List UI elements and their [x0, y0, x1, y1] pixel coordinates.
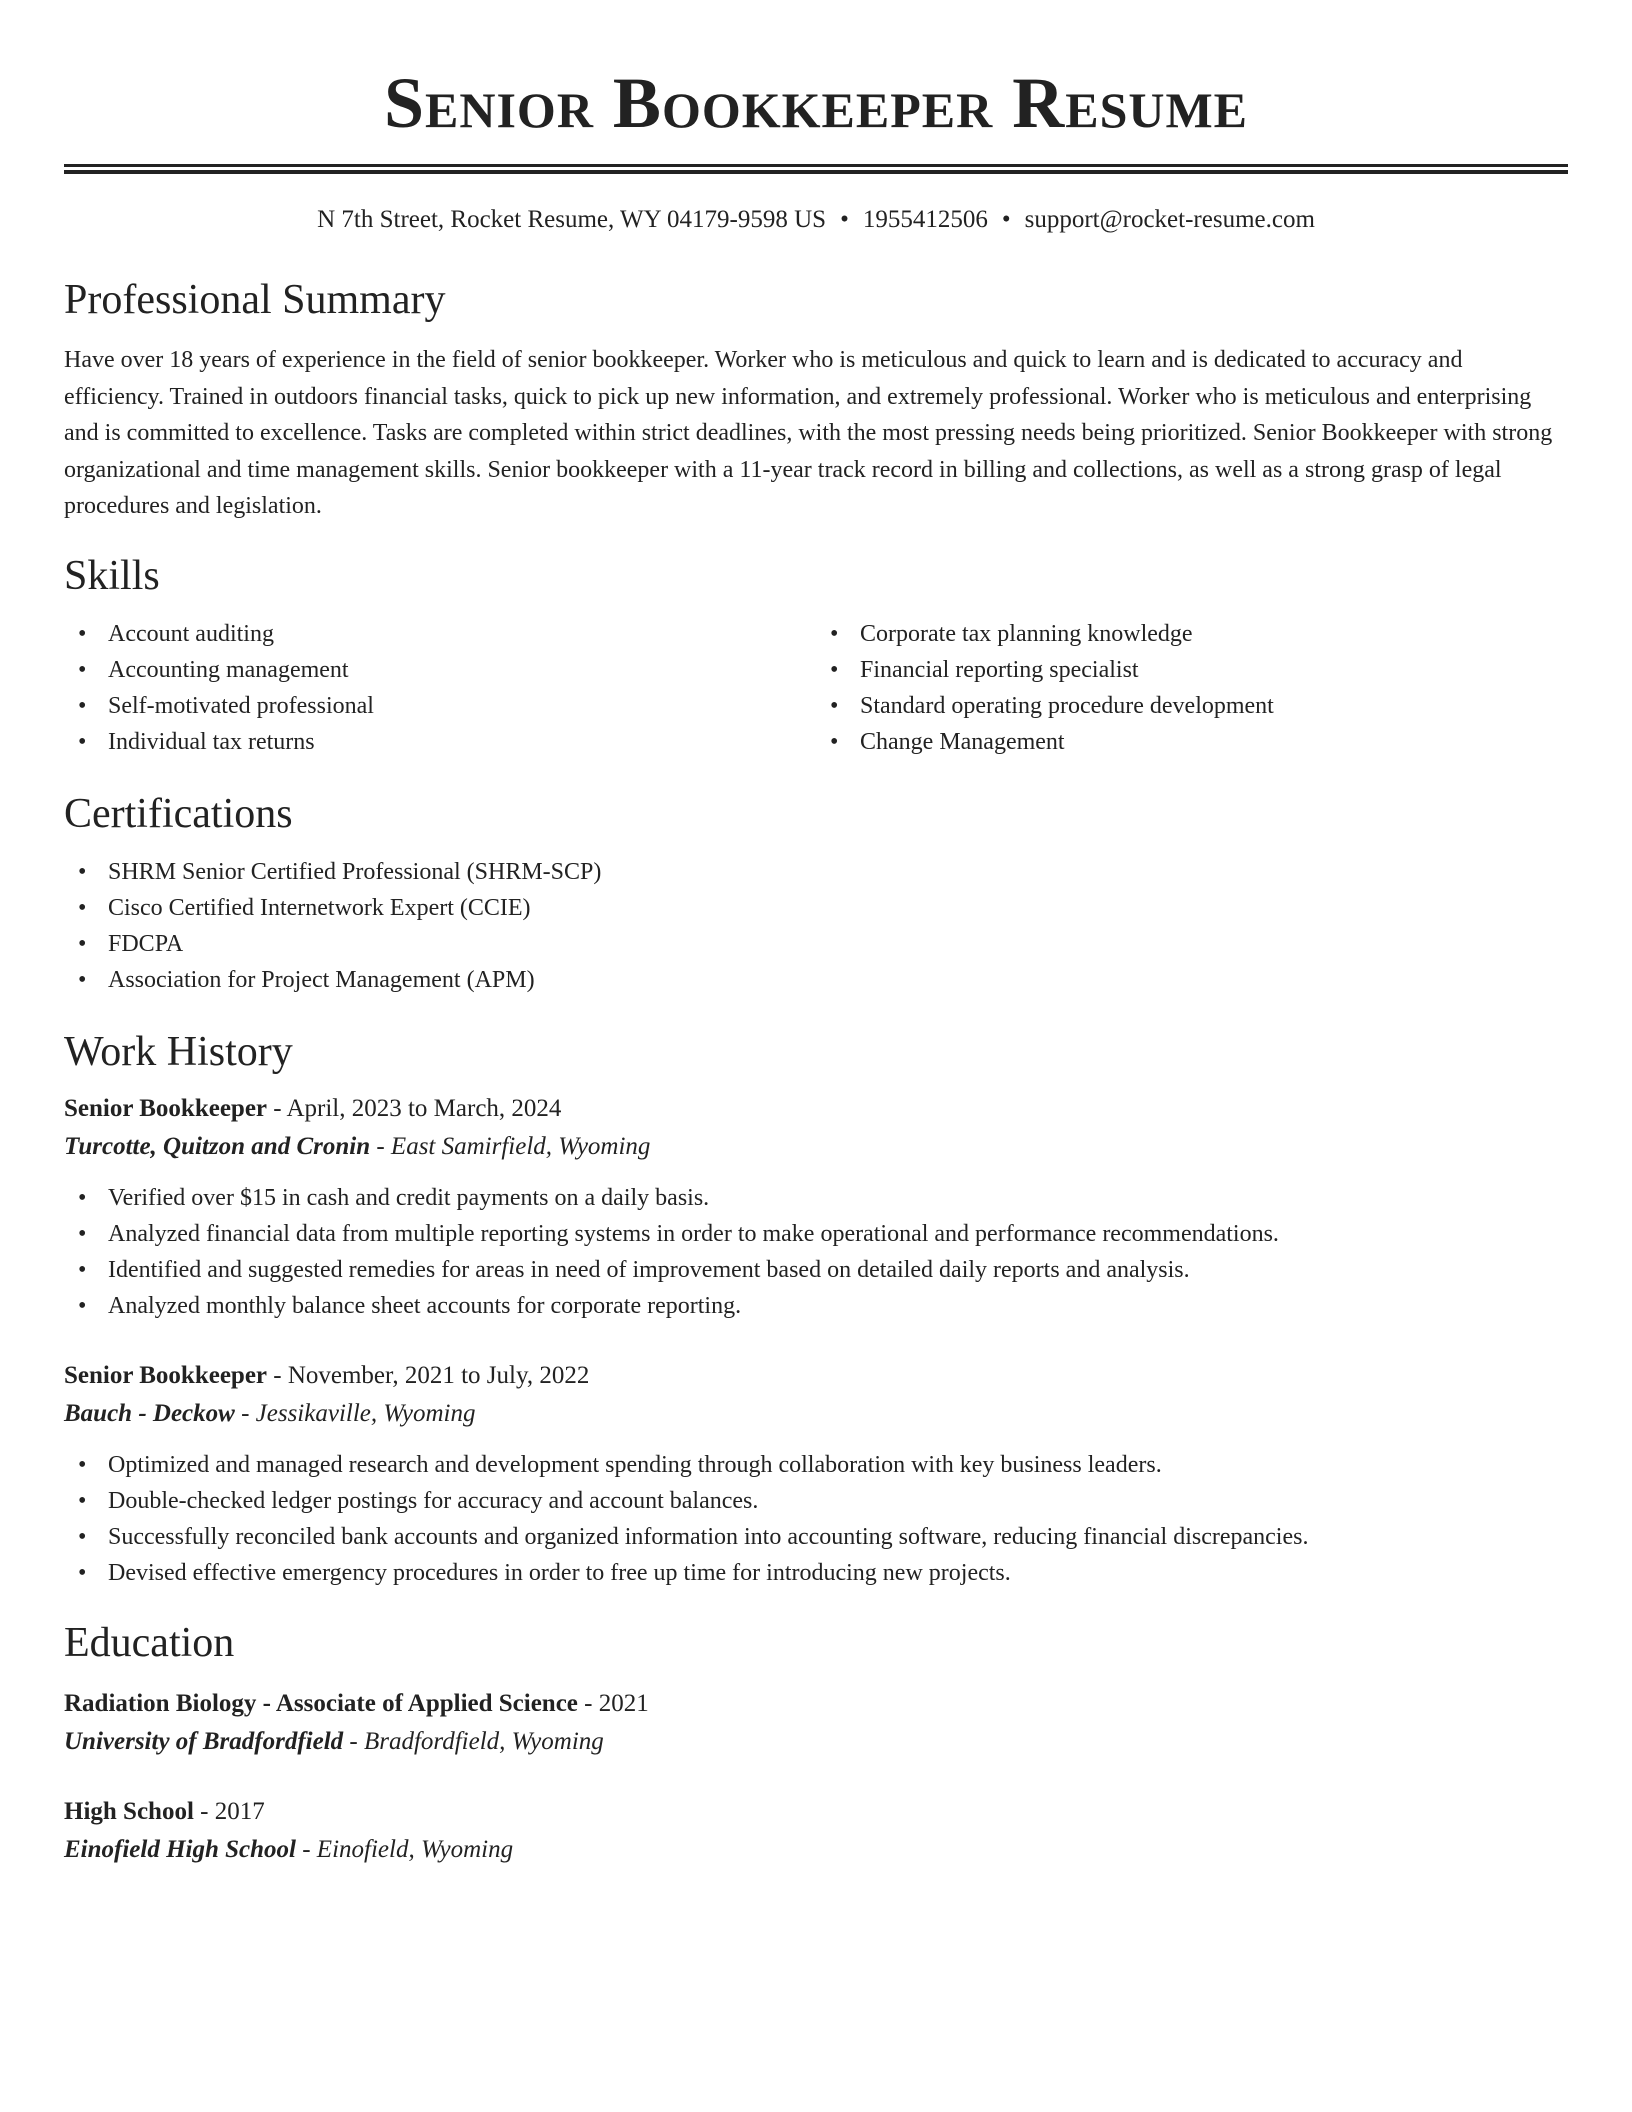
job-header: [64, 1357, 1568, 1395]
job-employer: [64, 1128, 1568, 1166]
job-duties-list: [64, 1180, 1568, 1324]
resume-title: Senior Bookkeeper Resume: [383, 63, 1249, 143]
skills-list-right: [816, 616, 1568, 760]
job-duty-item: • Double-checked ledger postings for accuracy and account balances.: [64, 1483, 1568, 1519]
job-duty-item: • Analyzed financial data from multiple reporting systems in order to make operational and performance recommendations.: [64, 1216, 1568, 1252]
education-header: [64, 1793, 1568, 1831]
certification-item: • Association for Project Management (APM): [64, 962, 1568, 998]
education-degree: High School: [64, 1797, 194, 1825]
skill-item: • Financial reporting specialist: [816, 652, 1568, 688]
job-title: Senior Bookkeeper: [64, 1094, 268, 1122]
job-dates: - November, 2021 to July, 2022: [267, 1361, 590, 1389]
job-company: Turcotte, Quitzon and Cronin: [64, 1132, 371, 1160]
skill-item: • Self-motivated professional: [64, 688, 816, 724]
certification-item: • Cisco Certified Internetwork Expert (CCIE): [64, 890, 1568, 926]
skills-list-left: [64, 616, 816, 760]
skill-item: • Accounting management: [64, 652, 816, 688]
skill-item: • Account auditing: [64, 616, 816, 652]
job-duty-item: • Successfully reconciled bank accounts and organized information into accounting software, reducing financial discrepancies.: [64, 1519, 1568, 1555]
job-duty-item: • Verified over $15 in cash and credit payments on a daily basis.: [64, 1180, 1568, 1216]
certification-item: • SHRM Senior Certified Professional (SHRM-SCP): [64, 854, 1568, 890]
skill-item: • Individual tax returns: [64, 724, 816, 760]
certifications-heading: Certifications: [64, 790, 293, 837]
job-duty-item: • Optimized and managed research and development spending through collaboration with key business leaders.: [64, 1447, 1568, 1483]
job-dates: - April, 2023 to March, 2024: [267, 1094, 562, 1122]
contact-separator: •: [840, 206, 849, 233]
job-title: Senior Bookkeeper: [64, 1361, 268, 1389]
job-duty-item: • Devised effective emergency procedures in order to free up time for introducing new projects.: [64, 1555, 1568, 1591]
summary-text: Have over 18 years of experience in the field of senior bookkeeper. Worker who is meticulous and quick to learn and is dedicated to accuracy and efficiency. Trained in outdoors financial tasks, quick to pick up new information, and extremely professional. Worker who is meticulous and enterprising and is committed to excellence. Tasks are completed within strict deadlines, with the most pressing needs being prioritized. Senior Bookkeeper with strong organizational and time management skills. Senior bookkeeper with a 11-year track record in billing and collections, as well as a strong grasp of legal procedures and legislation.: [64, 347, 1553, 519]
education-institution: [64, 1723, 1568, 1761]
job-location: - East Samirfield, Wyoming: [370, 1132, 651, 1160]
summary-heading: Professional Summary: [64, 277, 446, 323]
job-duties-list: [64, 1447, 1568, 1591]
education-location: - Einofield, Wyoming: [295, 1835, 514, 1863]
skill-item: • Change Management: [816, 724, 1568, 760]
skills-grid: [64, 616, 1568, 760]
education-institution: [64, 1831, 1568, 1869]
contact-phone: 1955412506: [862, 206, 988, 233]
contact-email: support@rocket-resume.com: [1024, 206, 1315, 233]
skill-item: • Standard operating procedure development: [816, 688, 1568, 724]
education-degree: Radiation Biology - Associate of Applied Science: [64, 1689, 578, 1717]
skills-heading: Skills: [64, 552, 160, 599]
job-company: Bauch - Deckow: [64, 1399, 235, 1427]
title-divider: [64, 164, 1568, 174]
job-location: - Jessikaville, Wyoming: [234, 1399, 476, 1427]
education-year: - 2021: [577, 1689, 649, 1717]
education-header: [64, 1685, 1568, 1723]
contact-line: [64, 204, 1568, 236]
skills-column-right: [816, 616, 1568, 760]
job-header: [64, 1090, 1568, 1128]
work-history-heading: Work History: [64, 1028, 293, 1075]
contact-address: N 7th Street, Rocket Resume, WY 04179-9598 US: [317, 206, 827, 233]
education-school: University of Bradfordfield: [64, 1727, 344, 1755]
education-heading: Education: [64, 1619, 235, 1666]
skill-item: • Corporate tax planning knowledge: [816, 616, 1568, 652]
job-duty-item: • Identified and suggested remedies for areas in need of improvement based on detailed daily reports and analysis.: [64, 1252, 1568, 1288]
job-duty-item: • Analyzed monthly balance sheet accounts for corporate reporting.: [64, 1288, 1568, 1324]
skills-column-left: [64, 616, 816, 760]
certification-item: • FDCPA: [64, 926, 1568, 962]
job-employer: [64, 1395, 1568, 1433]
education-location: - Bradfordfield, Wyoming: [343, 1727, 604, 1755]
contact-separator: •: [1001, 206, 1011, 233]
education-school: Einofield High School: [64, 1835, 296, 1863]
certifications-list: [64, 854, 1568, 998]
education-year: - 2017: [193, 1797, 265, 1825]
